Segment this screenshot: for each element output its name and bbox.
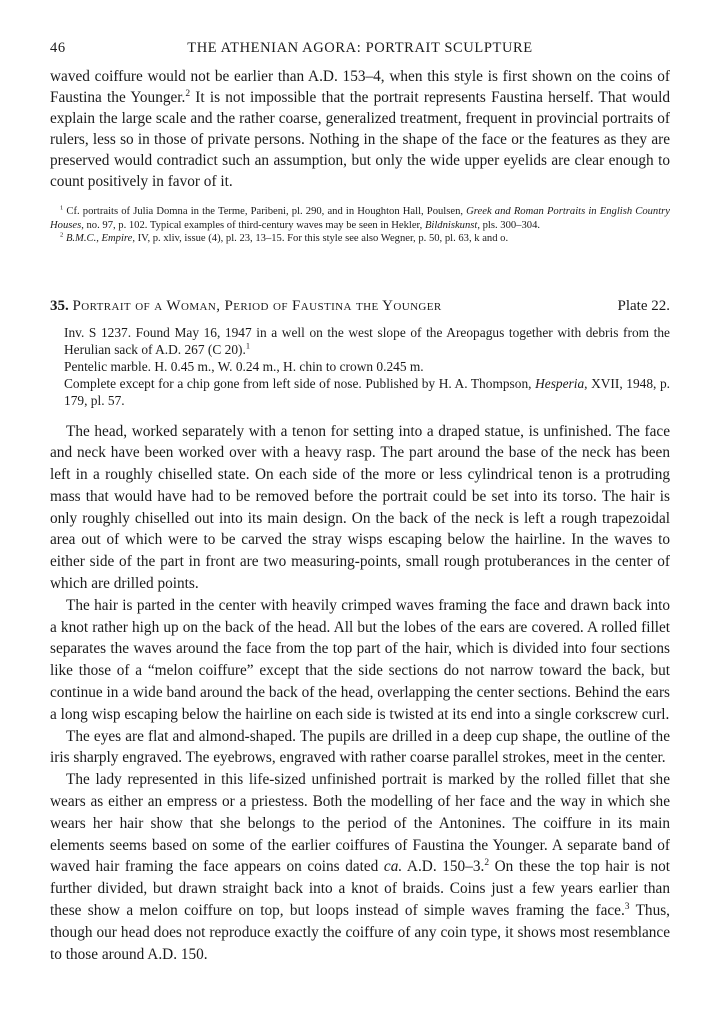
material-line: Pentelic marble. H. 0.45 m., W. 0.24 m., H. chin to crown 0.245 m.: [64, 358, 424, 374]
footnote-2-title: B.M.C., Empire: [65, 233, 133, 244]
description-paragraph-2: The hair is parted in the center with heavily crimped waves framing the face and drawn back into a knot rather high up on the back of the head. All but the lobes of the ears are covered. A rolled fillet separates the waves around the face from the top part of the hair, which is divided into four sections like those of a “melon coiffure” except that the side sections do not narrow toward the back, but continue in a wide band around the back of the head, overlapping the center sections. Behind the ears a long wisp escaping below the hairline on each side is twisted at its end into a single corkscrew curl.: [50, 596, 670, 723]
p4-text-c: A.D. 150–3.: [402, 858, 485, 876]
footnote-1-title: Greek and Roman Portraits in English Country Houses: [50, 206, 670, 231]
p4-ca: ca.: [383, 858, 403, 876]
description-paragraph-4: [50, 769, 670, 965]
p4-footnote-ref-3: 3: [624, 901, 630, 912]
footnote-1: [50, 205, 670, 232]
p4-footnote-ref-2: 2: [484, 858, 490, 869]
plate-reference: Plate 22.: [617, 297, 670, 314]
footnote-1-text-2: , no. 97, p. 102. Typical examples of third-century waves may be seen in Hekler,: [81, 219, 425, 231]
footnote-ref-2: 2: [185, 88, 191, 99]
footnote-1-mark: 1: [60, 204, 64, 212]
footnote-1-text: Cf. portraits of Julia Domna in the Terme, Paribeni, pl. 290, and in Houghton Hall, Poulsen,: [63, 206, 467, 217]
description: [50, 421, 670, 966]
condition-text: Complete except for a chip gone from left side of nose. Published by H. A. Thompson,: [64, 375, 536, 391]
catalog-title: Portrait of a Woman, Period of Faustina the Younger: [72, 297, 442, 314]
catalog-number: 35.: [50, 297, 69, 314]
p4-text-d: On these the top hair is not further divided, but drawn straight back into a knot of braids. Coins just a few years earlier than these show a melon coiffure on top, but loops instead of simple waves framing the face.: [50, 858, 670, 920]
footnotes: [50, 205, 670, 246]
inventory-line: [64, 324, 670, 358]
p4-text-a: The lady represented in this life-sized unfinished portrait is marked by the rolled fillet that she wears as either an empress or a priestess. Both the modelling of her face and the way in which she wears her hair show that she belongs to the period of the Antonines. The coiffure in its main elements seems based on some of the earlier coiffures of Faustina the Younger. A separate band of waved hair framing the face appears on coins dated: [50, 771, 670, 876]
description-paragraph-3: The eyes are flat and almond-shaped. The pupils are drilled in a deep cup shape, the outline of the iris sharply engraved. The eyebrows, engraved with rather coarse parallel strokes, meet in the center.: [50, 727, 670, 767]
condition-journal: Hesperia: [535, 375, 585, 391]
intro-text-a: waved coiffure would not be earlier than A.D. 153–4, when this style is first shown on the coins of Faustina the Younger.: [50, 68, 670, 106]
footnote-2-text: , IV, p. xliv, issue (4), pl. 23, 13–15. For this style see also Wegner, p. 50, pl. 63, k and o.: [132, 233, 509, 244]
page: [50, 40, 670, 965]
condition-citation: , XVII, 1948, p. 179, pl. 57.: [64, 375, 670, 408]
catalog-entry-info: [50, 324, 670, 409]
footnote-2-mark: 2: [60, 231, 64, 239]
running-head: [50, 40, 670, 66]
footnote-1-title-2: Bildniskunst: [424, 219, 478, 231]
p4-text-e: Thus, though our head does not reproduce exactly the coiffure of any coin type, it shows most resemblance to those around A.D. 150.: [50, 902, 670, 963]
intro-text-b: It is not impossible that the portrait represents Faustina herself. That would explain the large scale and the rather coarse, generalized treatment, frequent in provincial portraits of rulers, less so in those of private persons. Nothing in the shape of the face or the features as they are preserved would contradict such an assumption, but only the wide upper eyelids are clear enough to count positively in favor of it.: [50, 89, 670, 190]
running-title: THE ATHENIAN AGORA: PORTRAIT SCULPTURE: [187, 40, 533, 56]
footnote-2: [50, 232, 670, 246]
inventory-text: Inv. S 1237. Found May 16, 1947 in a well on the west slope of the Areopagus together with debris from the Herulian sack of A.D. 267 (C 20).: [64, 324, 670, 357]
inventory-footnote-ref: 1: [245, 341, 251, 351]
description-paragraph-1: The head, worked separately with a tenon for setting into a draped statue, is unfinished. The face and neck have been worked over with a heavy rasp. The part around the base of the neck has been left in a roughly chiselled state. On each side of the more or less cylindrical tenon is a protruding mass that would have had to be removed before the portrait could be set into its torso. The hair is only roughly chiselled out into its main design. On the back of the neck is left a rough trapezoidal area out of which were to be carved the stray wisps escaping below the hairline. In the waves to either side of the part in front are two measuring-points, small rough protuberances in the center of which are drilled points.: [50, 422, 670, 593]
footnote-1-text-3: , pls. 300–304.: [477, 219, 541, 231]
catalog-heading: [50, 298, 670, 322]
page-number: 46: [50, 40, 66, 56]
condition-line: [64, 375, 670, 409]
intro-paragraph: [50, 66, 670, 192]
